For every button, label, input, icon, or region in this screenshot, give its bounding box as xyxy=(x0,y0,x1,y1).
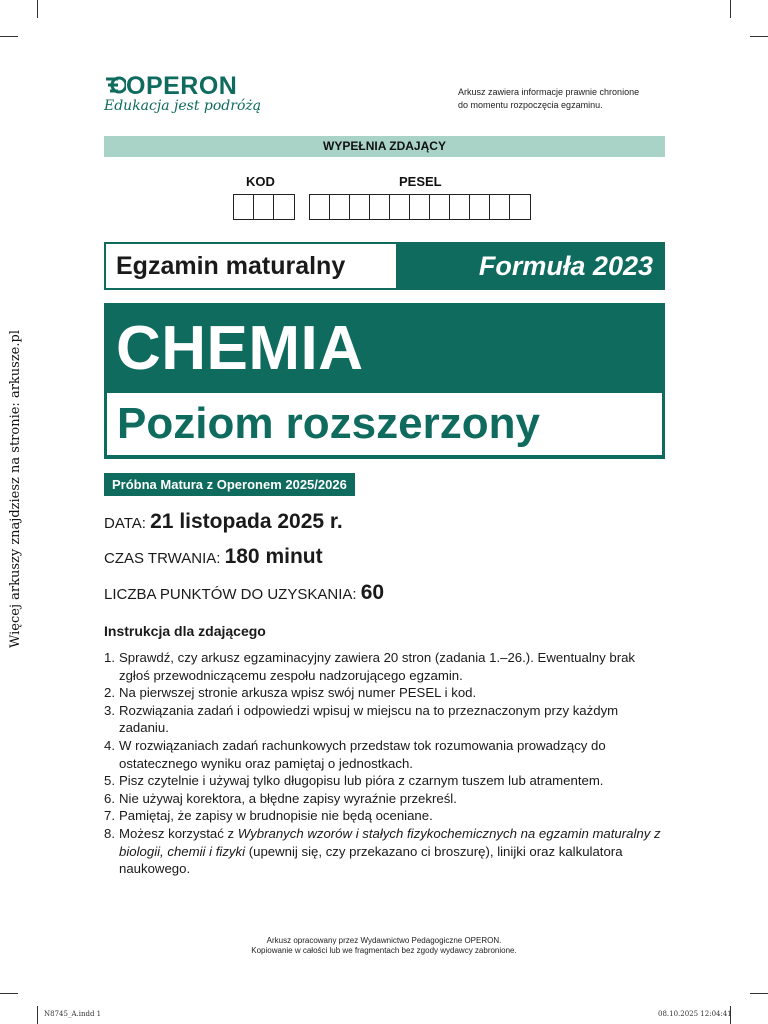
item-text: Możesz korzystać z xyxy=(119,825,238,841)
list-item xyxy=(104,702,664,737)
points-value: 60 xyxy=(360,581,385,604)
exam-type: Egzamin maturalny xyxy=(106,244,396,288)
subject-name: CHEMIA xyxy=(116,314,364,383)
date-label: DATA: xyxy=(104,515,151,532)
pesel-boxes[interactable] xyxy=(309,194,531,220)
crop-mark xyxy=(0,993,18,994)
duration-label: CZAS TRWANIA: xyxy=(104,550,225,567)
item-text: Pamiętaj, że zapisy w brudnopisie nie będą oceniane. xyxy=(119,808,433,824)
notice-line: Arkusz zawiera informacje prawnie chronione xyxy=(458,87,640,97)
kod-boxes[interactable] xyxy=(233,194,295,220)
instructions-title: Instrukcja dla zdającego xyxy=(104,623,266,639)
crop-mark xyxy=(37,0,38,18)
item-number: 8. xyxy=(104,825,115,841)
kod-label: KOD xyxy=(246,174,275,189)
exam-duration xyxy=(104,545,323,569)
confidential-notice xyxy=(458,86,678,112)
list-item xyxy=(104,772,664,790)
date-value: 21 listopada 2025 r. xyxy=(150,510,343,533)
instructions-list xyxy=(104,649,664,878)
item-number: 6. xyxy=(104,790,115,806)
subject-block xyxy=(104,303,665,459)
item-number: 7. xyxy=(104,808,115,824)
item-text: Pisz czytelnie i używaj tylko długopisu lub pióra z czarnym tuszem lub atramentem. xyxy=(119,773,604,789)
crop-mark xyxy=(0,36,18,37)
list-item xyxy=(104,790,664,808)
exam-formula: Formuła 2023 xyxy=(478,251,653,281)
operon-logo-icon xyxy=(104,75,126,95)
item-text: W rozwiązaniach zadań rachunkowych przedstaw tok rozumowania prowadzący do ostatecznego wyniku oraz pamiętaj o jednostkach. xyxy=(119,737,606,771)
item-number: 4. xyxy=(104,737,115,753)
item-text: Na pierwszej stronie arkusza wpisz swój numer PESEL i kod. xyxy=(119,685,477,701)
side-note: Więcej arkuszy znajdziesz na stronie: arkusze.pl xyxy=(8,330,23,648)
fill-in-header: WYPEŁNIA ZDAJĄCY xyxy=(104,136,665,157)
exam-type-banner xyxy=(104,242,665,290)
item-number: 2. xyxy=(104,685,115,701)
exam-points xyxy=(104,581,384,605)
publisher-footer xyxy=(0,936,768,956)
item-text: Sprawdź, czy arkusz egzaminacyjny zawiera 20 stron (zadania 1.–26.). Ewentualny brak zgłoś przewodniczącemu zespołu nadzorującego egzamin. xyxy=(119,650,636,683)
list-item xyxy=(104,807,664,825)
brochure-title: Wybranych wzorów i stałych fizykochemicznych na egzamin maturalny z biologii, chemii i fizyki xyxy=(119,825,661,859)
crop-mark xyxy=(730,0,731,18)
level-box xyxy=(107,393,662,455)
duration-value: 180 minut xyxy=(224,545,323,568)
crop-mark xyxy=(37,1006,38,1024)
crop-mark xyxy=(750,993,768,994)
exam-edition-badge: Próbna Matura z Operonem 2025/2026 xyxy=(104,473,355,496)
slug-file: N8745_A.indd 1 xyxy=(44,1010,102,1018)
item-text: Rozwiązania zadań i odpowiedzi wpisuj w miejscu na to przeznaczonym przy każdym zadaniu. xyxy=(119,702,619,736)
item-number: 1. xyxy=(104,650,115,665)
footer-line: Kopiowanie w całości lub we fragmentach bez zgody wydawcy zabronione. xyxy=(251,946,517,955)
item-text: Nie używaj korektora, a błędne zapisy wyraźnie przekreśl. xyxy=(119,790,457,806)
notice-line: do momentu rozpoczęcia egzaminu. xyxy=(458,100,603,110)
crop-mark xyxy=(750,36,768,37)
slug-timestamp: 08.10.2025 12:04:41 xyxy=(658,1010,732,1018)
item-text: (upewnij się, czy przekazano ci broszurę), linijki oraz kalkulatora naukowego. xyxy=(119,843,623,877)
exam-date xyxy=(104,510,343,534)
item-number: 3. xyxy=(104,702,115,718)
brand-tagline: Edukacja jest podróżą xyxy=(104,98,262,114)
exam-level: Poziom rozszerzony xyxy=(117,399,540,448)
list-item xyxy=(104,684,664,702)
list-item xyxy=(104,649,664,684)
pesel-label: PESEL xyxy=(399,174,442,189)
footer-line: Arkusz opracowany przez Wydawnictwo Pedagogiczne OPERON. xyxy=(266,936,502,945)
item-number: 5. xyxy=(104,773,115,789)
list-item xyxy=(104,825,664,878)
list-item xyxy=(104,737,664,772)
brand-name: OPERON xyxy=(126,72,238,100)
points-label: LICZBA PUNKTÓW DO UZYSKANIA: xyxy=(104,586,361,603)
